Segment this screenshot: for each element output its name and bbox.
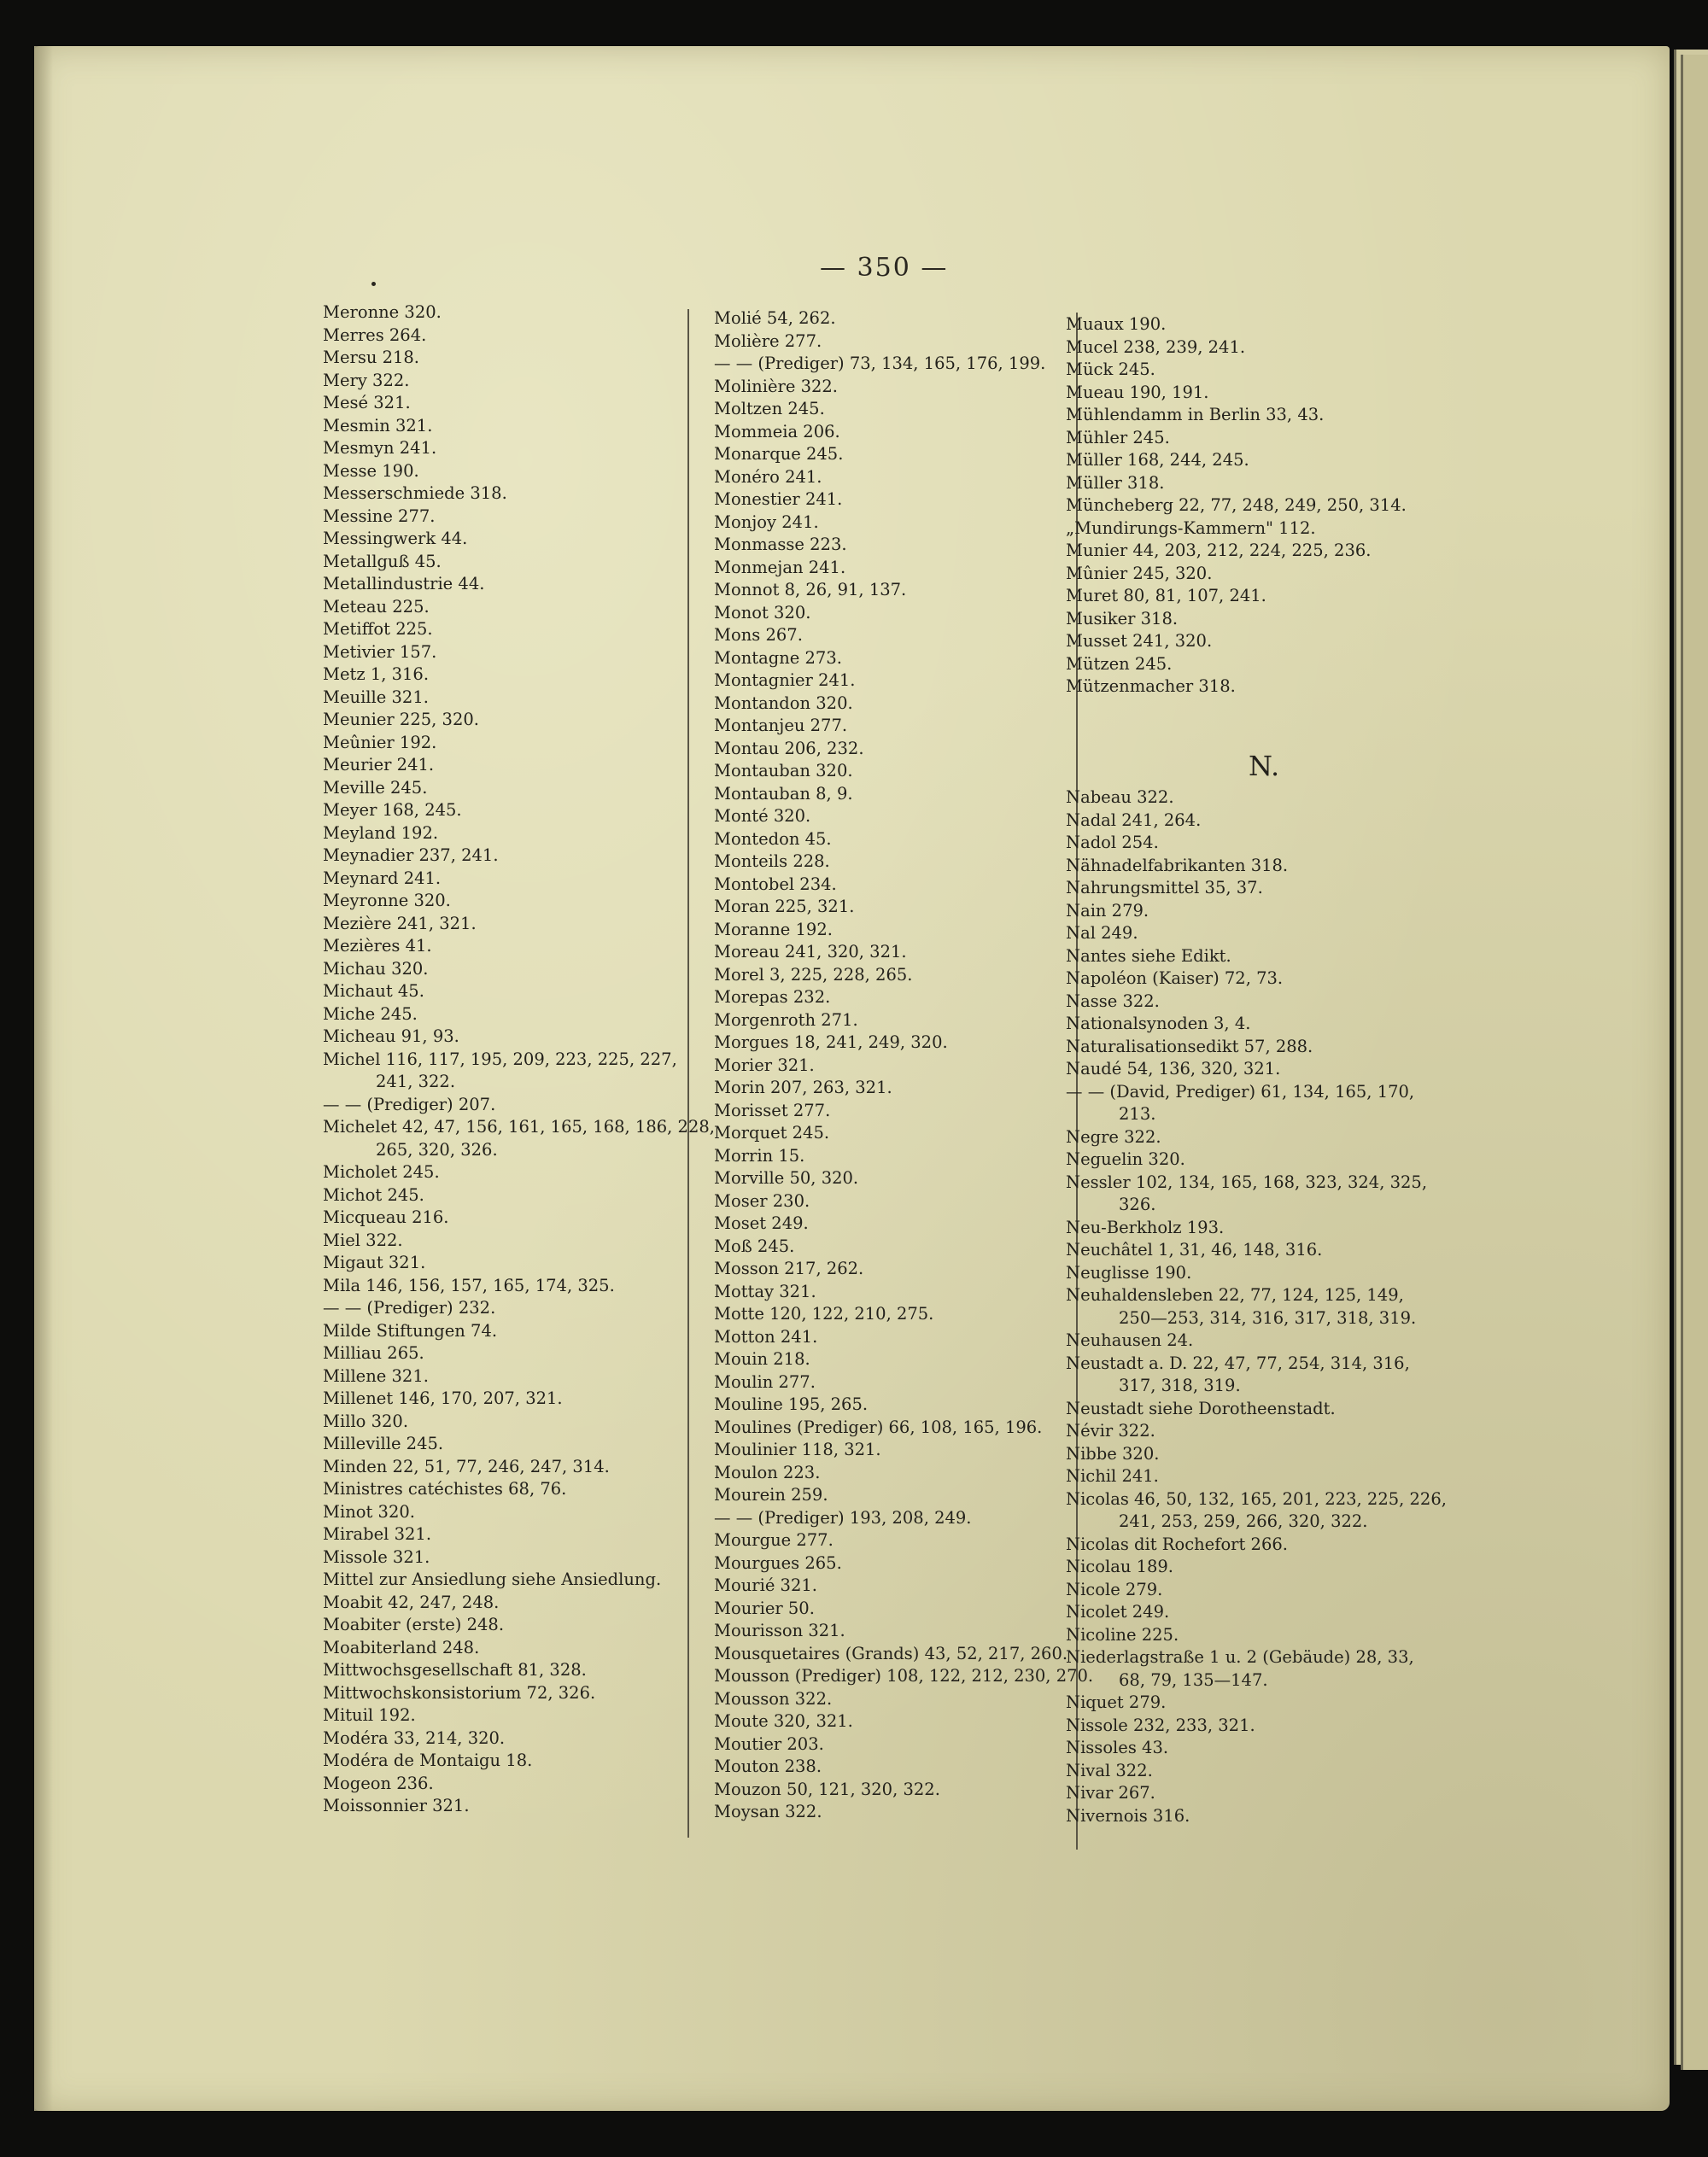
index-entry: Montobel 234. (714, 874, 837, 894)
index-entry: Monarque 245. (714, 444, 844, 464)
index-entry: Motton 241. (714, 1326, 818, 1347)
index-entry: Monteils 228. (714, 851, 830, 871)
index-entry: Meuille 321. (323, 687, 429, 707)
index-entry: Mühler 245. (1066, 427, 1170, 447)
index-entry: Nasse 322. (1066, 991, 1160, 1011)
index-entry: Mesmyn 241. (323, 438, 437, 458)
index-entry: Micqueau 216. (323, 1207, 449, 1227)
index-entry: Névir 322. (1066, 1421, 1155, 1441)
index-entry: Mosson 217, 262. (714, 1259, 864, 1278)
index-entry: Nadal 241, 264. (1066, 810, 1202, 830)
index-entry: Meynard 241. (323, 868, 442, 888)
index-entry: Nissole 232, 233, 321. (1066, 1715, 1255, 1735)
index-entry: Molié 54, 262. (714, 308, 836, 328)
index-entry: Meurier 241. (323, 755, 435, 775)
index-entry: Niederlagstraße 1 u. 2 (Gebäude) 28, 33, (1066, 1647, 1414, 1667)
index-entry: Moabiterland 248. (323, 1637, 480, 1657)
index-entry: Michelet 42, 47, 156, 161, 165, 168, 186, 228, (323, 1117, 715, 1137)
index-entry: Nal 249. (1066, 923, 1138, 943)
index-entry-continuation: 213. (1119, 1104, 1156, 1124)
index-entry: Nationalsynoden 3, 4. (1066, 1014, 1251, 1033)
index-entry: Mühlendamm in Berlin 33, 43. (1066, 405, 1325, 424)
index-entry: Monmasse 223. (714, 535, 847, 554)
index-entry: Montagne 273. (714, 647, 842, 668)
index-entry: Metiffot 225. (323, 619, 433, 639)
index-entry: Ministres catéchistes 68, 76. (323, 1479, 567, 1499)
index-entry: Neuhausen 24. (1066, 1330, 1194, 1350)
index-entry: Mousquetaires (Grands) 43, 52, 217, 260. (714, 1643, 1068, 1663)
index-entry: Niquet 279. (1066, 1692, 1167, 1712)
index-entry: Moran 225, 321. (714, 897, 855, 916)
index-entry: Modéra de Montaigu 18. (323, 1751, 533, 1770)
index-entry: Mück 245. (1066, 360, 1155, 379)
index-entry: Mützenmacher 318. (1066, 676, 1236, 696)
index-entry: Metz 1, 316. (323, 664, 430, 684)
index-entry: Mommeia 206. (714, 421, 840, 441)
index-entry: Neustadt siehe Dorotheenstadt. (1066, 1398, 1336, 1418)
index-entry: Nabeau 322. (1066, 787, 1174, 807)
index-entry: Nähnadelfabrikanten 318. (1066, 855, 1289, 875)
index-entry: — — (Prediger) 193, 208, 249. (714, 1507, 972, 1528)
index-entry: Milleville 245. (323, 1434, 444, 1453)
index-entry: Monté 320. (714, 806, 811, 826)
index-entry: Napoléon (Kaiser) 72, 73. (1066, 968, 1284, 988)
index-entry: Neu-Berkholz 193. (1066, 1217, 1225, 1237)
index-entry: Messingwerk 44. (323, 529, 468, 548)
index-entry: Mery 322. (323, 370, 410, 390)
index-entry: Meunier 225, 320. (323, 710, 479, 729)
index-entry: Minden 22, 51, 77, 246, 247, 314. (323, 1456, 610, 1476)
index-entry: Meyronne 320. (323, 891, 451, 910)
index-entry: Meteau 225. (323, 596, 430, 617)
index-entry: Mourein 259. (714, 1485, 828, 1505)
index-entry: Muaux 190. (1066, 314, 1167, 334)
index-entry: Molinière 322. (714, 376, 838, 396)
index-entry: Mouton 238. (714, 1757, 822, 1776)
index-entry: Monmejan 241. (714, 557, 846, 577)
index-entry: Merres 264. (323, 324, 427, 345)
index-entry: Montagnier 241. (714, 670, 856, 690)
index-entry: Mourisson 321. (714, 1621, 845, 1640)
index-entry: Messerschmiede 318. (323, 483, 507, 503)
index-entry: Neuchâtel 1, 31, 46, 148, 316. (1066, 1240, 1323, 1260)
index-entry: Meyer 168, 245. (323, 800, 462, 820)
index-entry: Millo 320. (323, 1411, 409, 1431)
index-entry: Micholet 245. (323, 1162, 440, 1182)
index-entry: Mezière 241, 321. (323, 913, 477, 933)
index-entry: Moltzen 245. (714, 399, 825, 418)
index-entry: Mittwochskonsistorium 72, 326. (323, 1682, 596, 1703)
index-entry: Molière 277. (714, 330, 822, 351)
index-entry: Neuhaldensleben 22, 77, 124, 125, 149, (1066, 1285, 1404, 1305)
index-entry: Neuglisse 190. (1066, 1262, 1192, 1283)
index-entry: Mousson (Prediger) 108, 122, 212, 230, 270. (714, 1666, 1094, 1686)
index-entry: Moset 249. (714, 1213, 809, 1233)
index-entry: Nessler 102, 134, 165, 168, 323, 324, 325, (1066, 1172, 1428, 1192)
index-entry: Metivier 157. (323, 641, 437, 662)
index-entry: — — (Prediger) 232. (323, 1298, 496, 1318)
index-column-3-m (1066, 313, 1407, 699)
index-entry: Nivernois 316. (1066, 1805, 1190, 1826)
index-entry: — — (Prediger) 207. (323, 1094, 496, 1114)
index-entry: Nicolas 46, 50, 132, 165, 201, 223, 225, 226, (1066, 1488, 1447, 1509)
index-entry: Meyland 192. (323, 822, 439, 843)
index-entry: Mogeon 236. (323, 1773, 434, 1793)
index-entry: Moute 320, 321. (714, 1711, 853, 1731)
index-entry: Monéro 241. (714, 466, 822, 487)
index-entry: Mezières 41. (323, 936, 432, 956)
index-entry: Moutier 203. (714, 1733, 824, 1754)
index-entry-continuation: 68, 79, 135—147. (1119, 1669, 1268, 1690)
index-entry: Mouin 218. (714, 1349, 810, 1369)
index-entry: Morin 207, 263, 321. (714, 1078, 892, 1097)
index-entry: Nantes siehe Edikt. (1066, 945, 1231, 966)
index-entry: Mittwochsgesellschaft 81, 328. (323, 1660, 587, 1680)
index-entry: Montandon 320. (714, 693, 853, 713)
index-entry: Millenet 146, 170, 207, 321. (323, 1388, 563, 1408)
index-entry: Moissonnier 321. (323, 1796, 470, 1815)
index-entry: Meûnier 192. (323, 732, 437, 752)
index-entry: Mousson 322. (714, 1688, 833, 1709)
index-entry: Nicole 279. (1066, 1579, 1163, 1599)
index-entry-continuation: 250—253, 314, 316, 317, 318, 319. (1119, 1307, 1417, 1328)
index-entry: Mueau 190, 191. (1066, 382, 1209, 402)
index-entry: Morel 3, 225, 228, 265. (714, 964, 913, 985)
index-entry: Millene 321. (323, 1365, 429, 1386)
index-entry: Moulon 223. (714, 1462, 821, 1482)
index-entry: Nicoline 225. (1066, 1624, 1179, 1645)
index-entry: Moranne 192. (714, 919, 833, 939)
index-column-3-n (1066, 786, 1447, 1827)
index-entry: Müncheberg 22, 77, 248, 249, 250, 314. (1066, 495, 1407, 515)
index-entry: Morville 50, 320. (714, 1168, 859, 1188)
page-number: — 350 — (820, 253, 949, 283)
index-entry: Nibbe 320. (1066, 1443, 1160, 1464)
index-entry: Missole 321. (323, 1546, 430, 1567)
index-entry-continuation: 241, 253, 259, 266, 320, 322. (1119, 1511, 1368, 1531)
index-entry: Michel 116, 117, 195, 209, 223, 225, 227, (323, 1049, 677, 1069)
index-entry: Nain 279. (1066, 900, 1149, 921)
index-entry: Mouline 195, 265. (714, 1394, 869, 1414)
index-entry: Moulinier 118, 321. (714, 1440, 881, 1459)
index-entry: Meville 245. (323, 777, 428, 798)
index-entry: Mirabel 321. (323, 1524, 432, 1544)
index-column-1 (323, 301, 715, 1818)
index-entry-continuation: 326. (1119, 1195, 1156, 1214)
index-entry: Meynadier 237, 241. (323, 845, 499, 865)
index-entry: Morrin 15. (714, 1145, 805, 1166)
index-entry: Montauban 8, 9. (714, 783, 853, 804)
index-entry: Moulin 277. (714, 1371, 816, 1392)
index-entry: Motte 120, 122, 210, 275. (714, 1304, 934, 1324)
index-entry: Morepas 232. (714, 987, 831, 1007)
index-entry: Miel 322. (323, 1230, 403, 1250)
index-entry: Mucel 238, 239, 241. (1066, 336, 1246, 357)
index-entry: Nissoles 43. (1066, 1738, 1169, 1757)
index-entry: Moabiter (erste) 248. (323, 1615, 505, 1634)
index-entry: Monot 320. (714, 602, 811, 623)
page-left-shadow (34, 46, 53, 2111)
index-entry: Milde Stiftungen 74. (323, 1320, 498, 1341)
underlying-page-edge-2 (1681, 55, 1708, 2070)
index-entry: Neguelin 320. (1066, 1149, 1185, 1169)
index-entry: Morgenroth 271. (714, 1009, 858, 1030)
index-entry: — — (David, Prediger) 61, 134, 165, 170, (1066, 1081, 1415, 1102)
index-entry: „Mundirungs-Kammern" 112. (1066, 517, 1316, 538)
index-entry: Mützen 245. (1066, 653, 1173, 674)
index-entry: Nichil 241. (1066, 1466, 1159, 1486)
index-entry-continuation: 317, 318, 319. (1119, 1376, 1241, 1395)
index-entry: Nivar 267. (1066, 1783, 1155, 1803)
index-entry: Michot 245. (323, 1184, 424, 1205)
index-entry: Negre 322. (1066, 1126, 1161, 1147)
index-entry: Michaut 45. (323, 981, 424, 1001)
index-entry: Minot 320. (323, 1501, 415, 1522)
index-entry: Milliau 265. (323, 1343, 424, 1363)
index-entry: Metallguß 45. (323, 551, 442, 571)
index-entry: Modéra 33, 214, 320. (323, 1727, 506, 1748)
index-entry: Mituil 192. (323, 1705, 416, 1725)
index-entry: Moabit 42, 247, 248. (323, 1592, 500, 1612)
index-entry: Messe 190. (323, 460, 419, 481)
index-entry-continuation: 241, 322. (376, 1072, 456, 1091)
index-entry: Moß 245. (714, 1236, 795, 1256)
index-entry: Messine 277. (323, 506, 436, 526)
index-entry: Moulines (Prediger) 66, 108, 165, 196. (714, 1417, 1043, 1437)
index-entry: Neustadt a. D. 22, 47, 77, 254, 314, 316, (1066, 1353, 1410, 1373)
index-entry: Moser 230. (714, 1190, 810, 1211)
index-entry: Müller 168, 244, 245. (1066, 450, 1249, 470)
index-entry: Morgues 18, 241, 249, 320. (714, 1032, 948, 1052)
index-entry: Munier 44, 203, 212, 224, 225, 236. (1066, 541, 1372, 560)
index-entry: Nahrungsmittel 35, 37. (1066, 878, 1263, 897)
index-entry: Morisset 277. (714, 1100, 831, 1120)
index-entry: Morquet 245. (714, 1123, 830, 1143)
index-entry: Miche 245. (323, 1003, 418, 1024)
section-heading-n: N. (1249, 750, 1280, 782)
index-entry: Nadol 254. (1066, 833, 1159, 852)
index-entry: Nicolet 249. (1066, 1602, 1170, 1622)
index-entry: Montedon 45. (714, 828, 832, 849)
index-entry: Metallindustrie 44. (323, 574, 485, 593)
index-entry: Michau 320. (323, 958, 429, 979)
index-entry: Migaut 321. (323, 1253, 426, 1272)
index-entry: Mersu 218. (323, 348, 420, 367)
index-entry: Montau 206, 232. (714, 738, 864, 758)
index-entry: Müller 318. (1066, 472, 1165, 493)
index-entry: Nival 322. (1066, 1760, 1153, 1780)
index-entry: Mouzon 50, 121, 320, 322. (714, 1779, 940, 1799)
index-entry: Mourgues 265. (714, 1552, 842, 1573)
ink-dot (371, 282, 376, 286)
index-entry: Mittel zur Ansiedlung siehe Ansiedlung. (323, 1570, 662, 1589)
index-entry-continuation: 265, 320, 326. (376, 1139, 498, 1160)
index-entry: Montauban 320. (714, 761, 853, 780)
index-entry: Naudé 54, 136, 320, 321. (1066, 1059, 1281, 1078)
index-entry: Mottay 321. (714, 1281, 816, 1301)
index-entry: Musiker 318. (1066, 608, 1179, 628)
index-entry: Mourier 50. (714, 1598, 815, 1618)
index-entry: Morier 321. (714, 1055, 815, 1075)
index-entry: Nicolau 189. (1066, 1557, 1173, 1576)
index-entry: Meronne 320. (323, 302, 442, 322)
index-entry: Monjoy 241. (714, 511, 819, 532)
index-entry: Mesmin 321. (323, 415, 433, 435)
index-entry: Mourié 321. (714, 1575, 817, 1595)
index-column-2 (714, 307, 1093, 1824)
index-entry: Mila 146, 156, 157, 165, 174, 325. (323, 1275, 615, 1295)
index-entry: Monestier 241. (714, 489, 843, 509)
index-entry: Montanjeu 277. (714, 716, 848, 735)
index-entry: Musset 241, 320. (1066, 631, 1213, 651)
index-entry: Mûnier 245, 320. (1066, 563, 1213, 583)
index-entry: Mons 267. (714, 625, 803, 645)
index-entry: Moysan 322. (714, 1802, 822, 1821)
index-entry: Naturalisationsedikt 57, 288. (1066, 1036, 1313, 1056)
index-entry: — — (Prediger) 73, 134, 165, 176, 199. (714, 354, 1046, 373)
index-entry: Moreau 241, 320, 321. (714, 942, 907, 962)
index-entry: Muret 80, 81, 107, 241. (1066, 586, 1266, 605)
index-entry: Nicolas dit Rochefort 266. (1066, 1534, 1288, 1554)
index-entry: Mesé 321. (323, 393, 411, 412)
index-entry: Monnot 8, 26, 91, 137. (714, 580, 907, 599)
index-entry: Mourgue 277. (714, 1530, 834, 1550)
index-entry: Micheau 91, 93. (323, 1026, 459, 1046)
